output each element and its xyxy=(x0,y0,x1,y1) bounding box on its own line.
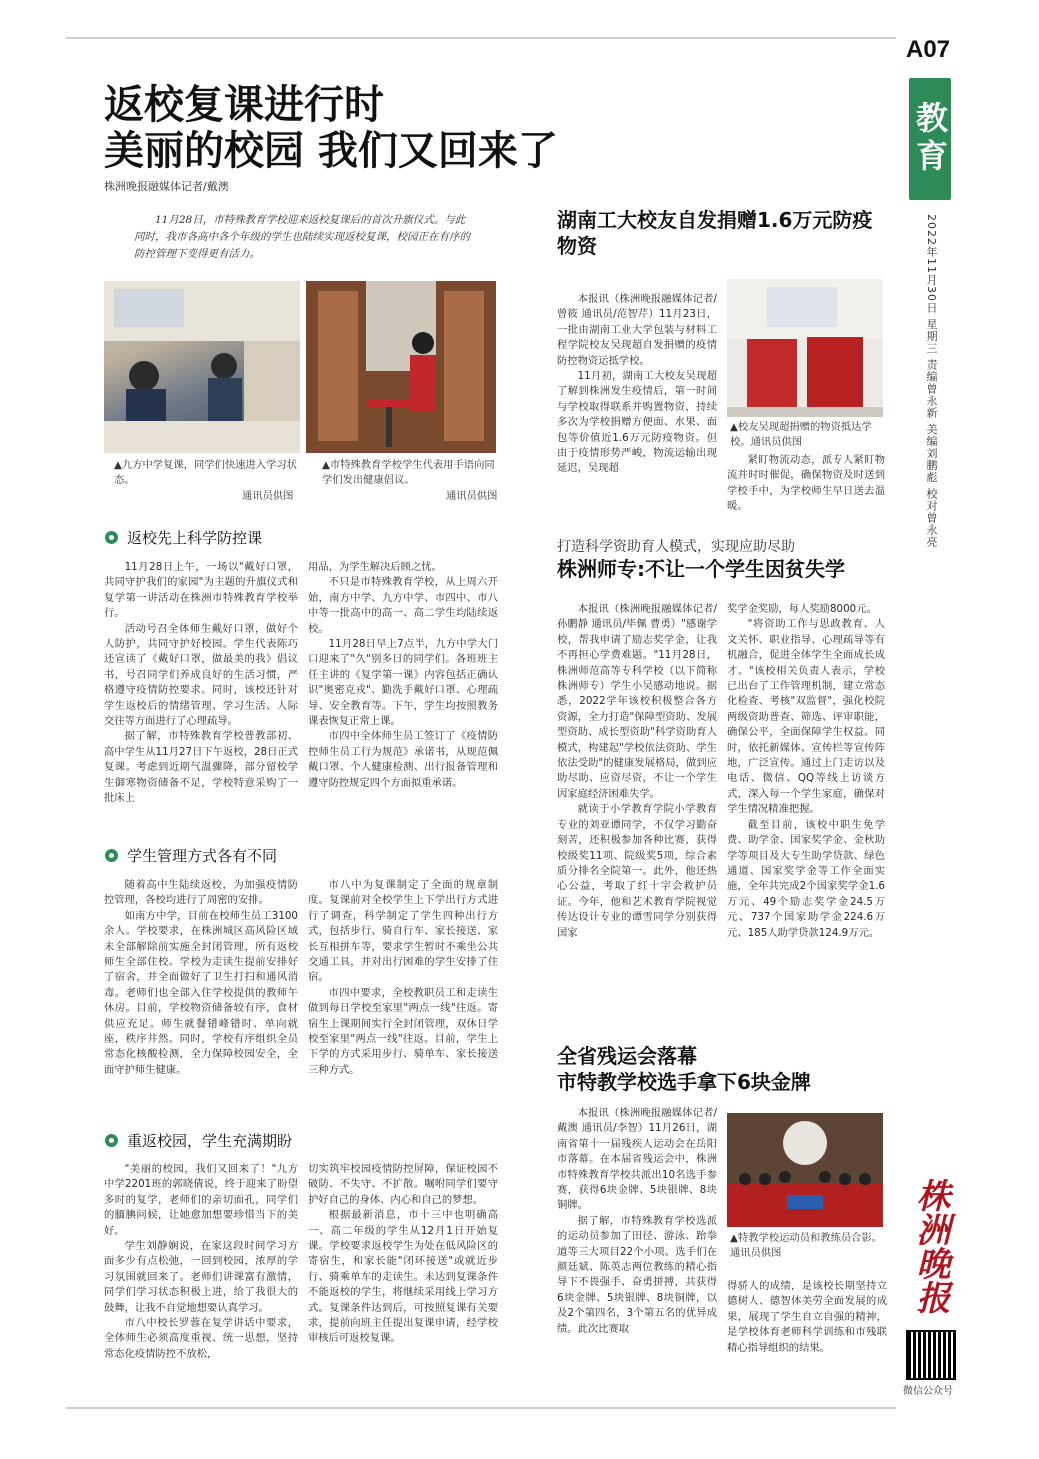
paragraph: 用品，为学生解决后顾之忧。 xyxy=(308,561,442,573)
paragraph: 就读于小学教育学院小学教育专业的刘亚谭同学，不仅学习勤奋刻苦，还积极参加各种比赛，获得校级奖11项、院级奖5项，综合素质分排名全院第一。此外，他还热心公益，考取了红十字会救护员证。今年，他和艺术教育学院视觉传达设计专业的谭雪同学分别获得国家 xyxy=(557,803,717,939)
paragraph: "美丽的校园，我们又回来了！"九方中学2201班的郭晓倩说，终于迎来了盼望多时的复学，老师们的亲切面孔，同学们的腼腆问候，让她愈加想要珍惜当下的美好。 xyxy=(104,1163,298,1237)
story4-photo-caption: ▲特教学校运动员和教练员合影。通讯员供图 xyxy=(730,1232,883,1259)
classroom-illustration xyxy=(104,281,300,453)
dateline: 2022年11月30日 星期三 责编曾永新 美编刘鹏彪 校对曾永亮 xyxy=(925,214,938,548)
photo1-credit: 通讯员供图 xyxy=(242,490,294,502)
bottom-rule xyxy=(66,1407,896,1409)
paragraph: 学生刘静娴说，在家这段时间学习方面多少有点松弛，一回到校园，浓厚的学习氛围就回来了。老师们讲课富有激情，同学们学习状态积极上进，给了我很大的鼓舞，让我不自觉地想要认真学习。 xyxy=(104,1240,298,1314)
story4-column-b xyxy=(727,1279,887,1356)
section2-column1 xyxy=(104,878,298,1078)
paragraph: 市八中为复课制定了全面的规章制度。复课前对全校学生上下学出行方式进行了调查，科学制定了学生四种出行方式，包括步行、骑自行车、家长接送、家长互相拼车等，要求学生暂时不乘坐公共交通工具，并对出行困难的学生安排了住宿。 xyxy=(308,879,498,984)
subhead-1-text: 返校先上科学防控课 xyxy=(127,529,263,547)
story2-headline: 湖南工大校友自发捐赠1.6万元防疫物资 xyxy=(557,208,873,258)
qr-code-icon xyxy=(906,1330,956,1380)
paragraph: "将资助工作与思政教育、人文关怀、职业指导、心理疏导等有机融合，促进全体学生全面成长成才。"该校相关负责人表示，学校已出台了工作管理机制，建立常态化检查、考核"双监督"，强化校院两级资助普查、筛选、评审职能，确保公平，全面保障学生权益。同时，依托新媒体、宣传栏等宣传阵地，广泛宣传。通过上门走访以及电话、微信、QQ等线上访谈方式，深入每一个学生家庭，确保对学生情况精准把握。 xyxy=(727,618,885,816)
paragraph: 市八中校长罗蓉在复学讲话中要求，全体师生必须高度重视、统一思想，坚持常态化疫情防控不放松， xyxy=(104,1317,298,1360)
bullet-icon xyxy=(105,849,118,862)
paragraph: 活动号召全体师生戴好口罩，做好个人防护，共同守护好校园。学生代表陈巧还宣读了《戴好口罩，做最美的我》倡议书，号召同学们养成良好的生活习惯，严格遵守疫情防控要求。同时，该校还针对学生返校后的情绪管理、学习生活、人际交往等方面进行了心理疏导。 xyxy=(104,622,298,728)
section-tab: 教育 xyxy=(909,78,951,200)
qr-label: 微信公众号 xyxy=(903,1386,953,1397)
story4-headline xyxy=(557,1043,811,1095)
paragraph: 市四中全体师生员工签订了《疫情防控师生员工行为规范》承诺书，从规范佩戴口罩、个人健康检测、出行报备管理和遵守防控规定四个方面拟重承诺。 xyxy=(308,730,498,789)
story3-headline: 株洲师专:不让一个学生因贫失学 xyxy=(557,557,845,581)
paragraph: 随着高中生陆续返校，为加强疫情防控管理，各校均进行了周密的安排。 xyxy=(104,879,298,907)
section3-column1 xyxy=(104,1162,298,1362)
bullet-icon xyxy=(105,1134,118,1147)
top-rule xyxy=(66,37,896,39)
subhead-3-text: 重返校园，学生充满期盼 xyxy=(127,1132,293,1150)
photo1-caption: ▲九方中学复课，同学们快速进入学习状态。 xyxy=(114,459,297,486)
story3-column-a xyxy=(557,602,717,941)
section1-column1 xyxy=(104,560,298,807)
subhead-1 xyxy=(105,527,262,548)
story2-column-b xyxy=(727,453,885,515)
lead-paragraph: 11月28日，市特殊教育学校迎来返校复课后的首次升旗仪式。与此同时，我市各高中各个年级的学生也陆续实现返校复课，校园正在有序的防控管理下变得更有活力。 xyxy=(134,214,470,260)
paragraph: 切实筑牢校园疫情防控屏障，保证校园不破防、不失守、不扩散。嘱咐同学们要守护好自己的身体、内心和自己的梦想。 xyxy=(308,1163,498,1206)
story3-column-b xyxy=(727,602,885,941)
photo-donation xyxy=(727,279,883,417)
paragraph: 紧盯物流动态，派专人紧盯物流并时时催促，确保物资及时送到学校手中，为学校师生早日送去温暖。 xyxy=(727,454,885,513)
story4-headline-line1: 全省残运会落幕 xyxy=(557,1044,697,1068)
paragraph: 本报讯（株洲晚报融媒体记者/孙鹏静 通讯员/毕佩 曹勇）"感谢学校，帮我申请了励志奖学金，让我不再担心学费难题。"11月28日，株洲师范高等专科学校（以下简称株洲师专）学生小吴感动地说。据悉，2022学年该校积极整合各方资源，全力打造"保障型资助、发展型资助、成长型资助"科学资助育人模式，构建起"学校依法资助、学生依法受助"的健康发展格局，做到应助尽助、应资尽资，不让一个学生因家庭经济困难失学。 xyxy=(557,603,717,800)
section2-column2 xyxy=(308,878,498,1078)
paragraph: 据了解，市特殊教育学校选派的运动员参加了田径、游泳、跆拳道等三大项目22个小项。选手们在颜廷斌、陈英志两位教练的精心指导下不畏强手、奋勇拼搏，共获得6块金牌、5块银牌、8块铜牌，以及2个第四名，3个第五名的优异成绩。此次比赛取 xyxy=(557,1214,717,1335)
page-number: A07 xyxy=(906,36,951,63)
subhead-2-text: 学生管理方式各有不同 xyxy=(127,847,278,865)
paragraph: 本报讯（株洲晚报融媒体记者/戴澳 通讯员/李智）11月26日，湖南省第十一届残疾人运动会在岳阳市落幕。在本届省残运会中，株洲市特殊教育学校共派出10名选手参赛，获得6块金牌、5块银牌、8块铜牌。 xyxy=(557,1107,717,1212)
paragraph: 11月28日早上7点半，九方中学大门口迎来了"久"别多日的同学们。各班班主任主讲的《复学第一课》内容包括正确认识"奥密克戎"、勤洗手戴好口罩、心理疏导、安全教育等。下午，学生均按照教务课表恢复正常上课。 xyxy=(308,638,498,728)
speaker-illustration xyxy=(306,281,496,453)
paragraph: 本报讯（株洲晚报融媒体记者/曾筱 通讯员/范智芹）11月23日，一批由湖南工业大学包装与材料工程学院校友吴现超自发捐赠的疫情防控物资运抵学校。 xyxy=(557,293,717,367)
story3-kicker: 打造科学资助育人模式，实现应助尽助 xyxy=(557,539,795,555)
photo2-credit: 通讯员供图 xyxy=(446,490,498,502)
paragraph: 11月初，湖南工大校友吴现超了解到株洲发生疫情后，第一时间与学校取得联系并购置物资，持续多次为学校捐赠方便面、水果、面包等价值近1.6万元防疫物资。但由于疫情形势严峻，物流运输出现延迟，吴现超 xyxy=(557,370,717,475)
subhead-3 xyxy=(105,1130,292,1151)
photo-sign-language xyxy=(306,281,496,453)
section3-column2 xyxy=(308,1162,498,1347)
subhead-2 xyxy=(105,845,277,866)
paragraph: 不只是市特殊教育学校，从上周六开始，南方中学、九方中学、市四中、市八中等一批高中的高一、高二学生均陆续返校。 xyxy=(308,576,498,635)
story2-column-a xyxy=(557,292,717,477)
lead-byline: 株洲晚报融媒体记者/戴澳 xyxy=(104,180,229,193)
paragraph: 截至目前，该校中职生免学费、助学金、国家奖学金、金秋助学等项目及大专生助学贷款、绿色通道、国家奖学金等工作全面实施，全年共完成2个国家奖学金1.6万元、49个励志奖学金24.5万元、737个国家助学金224.6万元、185人助学贷款124.9万元。 xyxy=(727,818,885,939)
section1-column2 xyxy=(308,560,498,791)
lead-headline xyxy=(104,82,574,174)
story4-column-a xyxy=(557,1106,717,1337)
paragraph: 11月28日上午，一场以"戴好口罩，共同守护我们的家园"为主题的升旗仪式和复学第一讲活动在株洲市特殊教育学校举行。 xyxy=(104,561,298,620)
bullet-icon xyxy=(105,531,118,544)
photo-classroom xyxy=(104,281,300,453)
lead-headline-line1: 返校复课进行时 xyxy=(104,81,384,128)
paragraph: 市四中要求，全校教职员工和走读生做到每日学校至家里"两点一线"往返。寄宿生上课期间实行全封闭管理，双休日学校至家里"两点一线"往返。目前，学生上下学的方式采用步行、骑单车、家长接送三种方式。 xyxy=(308,986,498,1076)
photo-athletes xyxy=(727,1113,883,1227)
paragraph: 据了解，市特殊教育学校普教部初、高中学生从11月27日下午返校，28日正式复课。考虑到近期气温骤降，部分留校学生御寒物资储备不足，学校特意采购了一批床上 xyxy=(104,730,298,805)
athletes-illustration xyxy=(727,1113,883,1227)
story2-photo-caption: ▲校友吴现超捐赠的物资抵达学校。通讯员供图 xyxy=(730,421,872,448)
paragraph: 根据最新消息，市十三中也明确高一、高二年级的学生从12月1日开始复课。学校要求返校学生为处在低风险区的寄宿生，和家长能"闭环接送"或就近步行、骑乘单车的走读生。未达到复课条件不能返校的学生，将继续采用线上学习方式。复课条件达到后，可按照复课有关要求，提前向班主任提出复课申请，经学校审核后可返校复课。 xyxy=(308,1209,498,1345)
paragraph: 如南方中学，目前在校师生员工3100余人。学校要求，在株洲城区高风险区域未全部解除前实施全封闭管理，所有返校师生全部住校。学校为走读生提前安排好了宿舍，并全面做好了卫生打扫和通风消毒。老师们也全部入住学校提供的教师午休房。目前，学校物资储备较有序，食材供应充足。师生就餐错峰错时、单向就座，秩序井然。同时，学校有序组织全员常态化核酸检测，全力保障校园安全，全面守护师生健康。 xyxy=(104,909,298,1076)
photo2-caption: ▲市特殊教育学校学生代表用手语向同学们发出健康倡议。 xyxy=(322,459,495,486)
lead-headline-line2: 美丽的校园 我们又回来了 xyxy=(104,127,558,174)
newspaper-logo: 株洲晚报 xyxy=(910,1178,950,1314)
paragraph: 奖学金奖励，每人奖励8000元。 xyxy=(727,603,877,615)
story4-headline-line2: 市特教学校选手拿下6块金牌 xyxy=(557,1070,811,1094)
paragraph: 得骄人的成绩，是该校长期坚持立德树人、德智体美劳全面发展的成果，展现了学生自立自强的精神，是学校体育老师科学训练和市残联精心指导组织的结果。 xyxy=(727,1280,887,1354)
donation-illustration xyxy=(727,279,883,417)
